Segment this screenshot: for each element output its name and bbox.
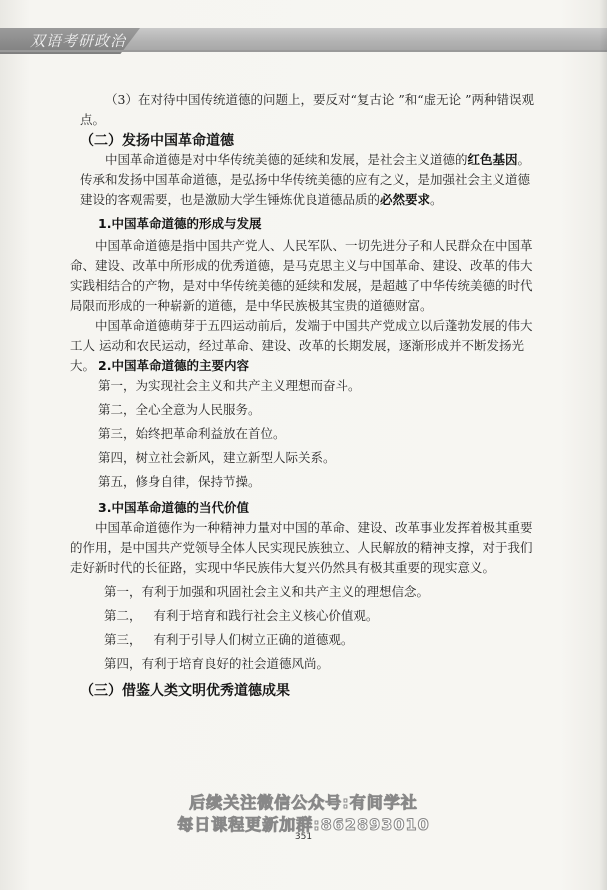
subsection-1-heading: 1.中国革命道德的形成与发展 bbox=[98, 216, 262, 231]
subsection-3-item-4: 第四，有利于培育良好的社会道德风尚。 bbox=[104, 656, 330, 671]
subsection-2-heading: 2.中国革命道德的主要内容 bbox=[98, 358, 249, 373]
subsection-1-para-1: 中国革命道德是指中国共产党人、人民军队、一切先进分子和人民群众在中国革命、建设、改革中所形成的优秀道德，是马克思主义与中国革命、建设、改革的伟大实践相结合的产物，是对中华传统美德的延续和发展，是超越了中华传统美德的时代局限而形成的一种崭新的道德，是中华民族极其宝贵的道德财富。 bbox=[70, 238, 533, 313]
section-2-intro bbox=[80, 150, 542, 210]
watermark-line-1: 后续关注微信公众号:有间学社 bbox=[189, 793, 418, 812]
subsection-2-item-4: 第四，树立社会新风，建立新型人际关系。 bbox=[98, 450, 336, 465]
subsection-3-para: 中国革命道德作为一种精神力量对中国的革命、建设、改革事业发挥着极其重要的作用，是中国共产党领导全体人民实现民族独立、人民解放的精神支撑，对于我们走好新时代的长征路，实现中华民族伟大复兴仍然具有极其重要的现实意义。 bbox=[70, 520, 533, 575]
subsection-3-item-2: 第二， 有利于培育和践行社会主义核心价值观。 bbox=[104, 608, 379, 623]
section-2-intro-before: 中国革命道德是对中华传统美德的延续和发展，是社会主义道德的 bbox=[105, 152, 468, 167]
section-3-heading: （三）借鉴人类文明优秀道德成果 bbox=[80, 683, 290, 699]
subsection-3-item-1: 第一，有利于加强和巩固社会主义和共产主义的理想信念。 bbox=[104, 584, 430, 599]
section-2-intro-bold-1: 红色基因 bbox=[467, 152, 518, 167]
intro-item-3: （3）在对待中国传统道德的问题上，要反对“复古论 ”和“虚无论 ”两种错误观点。 bbox=[80, 92, 534, 127]
subsection-2-item-5: 第五，修身自律，保持节操。 bbox=[98, 474, 261, 489]
subsection-3-heading: 3.中国革命道德的当代价值 bbox=[98, 500, 249, 515]
subsection-2-item-3: 第三，始终把革命利益放在首位。 bbox=[98, 426, 286, 441]
subsection-1-para-2: 中国革命道德萌芽于五四运动前后，发端于中国共产党成立以后蓬勃发展的伟大工人 运动和农民运动，经过革命、建设、改革的长期发展，逐渐形成并不断发扬光大。 bbox=[70, 318, 533, 373]
section-2-heading: （二）发扬中国革命道德 bbox=[80, 133, 234, 149]
page-number: 351 bbox=[294, 832, 313, 842]
watermark-line-2: 每日课程更新加群:862893010 bbox=[177, 815, 430, 834]
section-2-intro-after: 。 bbox=[430, 192, 443, 207]
subsection-3-item-3: 第三， 有利于引导人们树立正确的道德观。 bbox=[104, 632, 354, 647]
subsection-2-item-1: 第一，为实现社会主义和共产主义理想而奋斗。 bbox=[98, 378, 361, 393]
page-edge-shadow bbox=[599, 0, 607, 890]
section-2-intro-bold-2: 必然要求 bbox=[380, 192, 431, 207]
section-2-intro-middle: 。传承和发扬中国革命道德，是弘扬中华传统美德的应有之义，是加强社会主义道德建设的客观需要，也是激励大学生锤炼优良道德品质的 bbox=[80, 152, 531, 207]
subsection-2-item-2: 第二，全心全意为人民服务。 bbox=[98, 402, 261, 417]
header-title: 双语考研政治 bbox=[30, 32, 127, 50]
header-divider bbox=[0, 50, 607, 52]
